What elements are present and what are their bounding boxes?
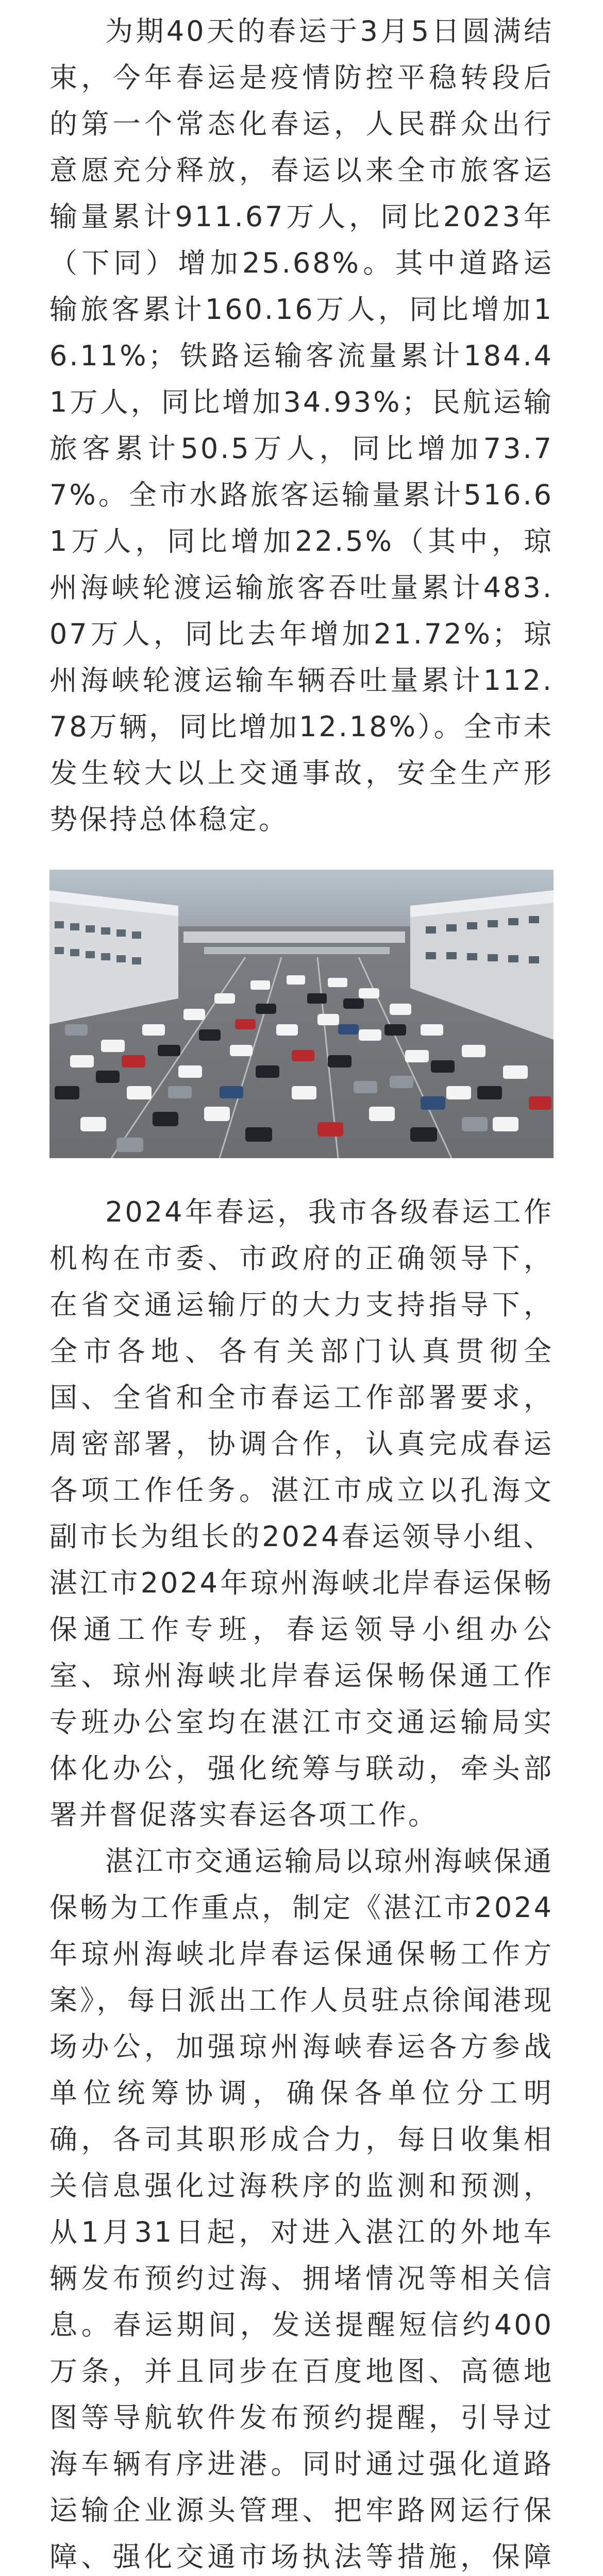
paragraph-spring-transport-summary: 为期40天的春运于3月5日圆满结束，今年春运是疫情防控平稳转段后的第一个常态化春运，人民群众出行意愿充分释放，春运以来全市旅客运输量累计911.67万人，同比2023年（下同）增加25.68%。其中道路运输旅客累计160.16万人，同比增加16.11%；铁路运输客流量累计184.41万人，同比增加34.93%；民航运输旅客累计50.5万人，同比增加73.77%。全市水路旅客运输量累计516.61万人，同比增加22.5%（其中，琼州海峡轮渡运输旅客吞吐量累计483.07万人，同比去年增加21.72%；琼州海峡轮渡运输车辆吞吐量累计112.78万辆，同比增加12.18%）。全市未发生较大以上交通事故，安全生产形势保持总体稳定。 — [49, 15, 554, 836]
aerial-port-vehicles-image — [49, 870, 554, 1158]
article-body — [49, 0, 554, 2576]
paragraph-work-organization: 2024年春运，我市各级春运工作机构在市委、市政府的正确领导下，在省交通运输厅的大力支持指导下，全市各地、各有关部门认真贯彻全国、全省和全市春运工作部署要求，周密部署，协调合作，认真完成春运各项工作任务。湛江市成立以孔海文副市长为组长的2024春运领导小组、湛江市2024年琼州海峡北岸春运保畅保通工作专班，春运领导小组办公室、琼州海峡北岸春运保畅保通工作专班办公室均在湛江市交通运输局实体化办公，强化统筹与联动，牵头部署并督促落实春运各项工作。 — [49, 1196, 554, 1831]
paragraph-qiongzhou-strait-guarantee: 湛江市交通运输局以琼州海峡保通保畅为工作重点，制定《湛江市2024年琼州海峡北岸春运保通保畅工作方案》，每日派出工作人员驻点徐闻港现场办公，加强琼州海峡春运各方参战单位统筹协调，确保各单位分工明确，各司其职形成合力，每日收集相关信息强化过海秩序的监测和预测，从1月31日起，对进入湛江的外地车辆发布预约过海、拥堵情况等相关信息。春运期间，发送提醒短信约400万条，并且同步在百度地图、高德地图等导航软件发布预约提醒，引导过海车辆有序进港。同时通过强化道路运输企业源头管理、把牢路网运行保障、强化交通市场执法等措施，保障 — [49, 1845, 554, 2573]
port-parking-lot-photo — [49, 870, 554, 1158]
